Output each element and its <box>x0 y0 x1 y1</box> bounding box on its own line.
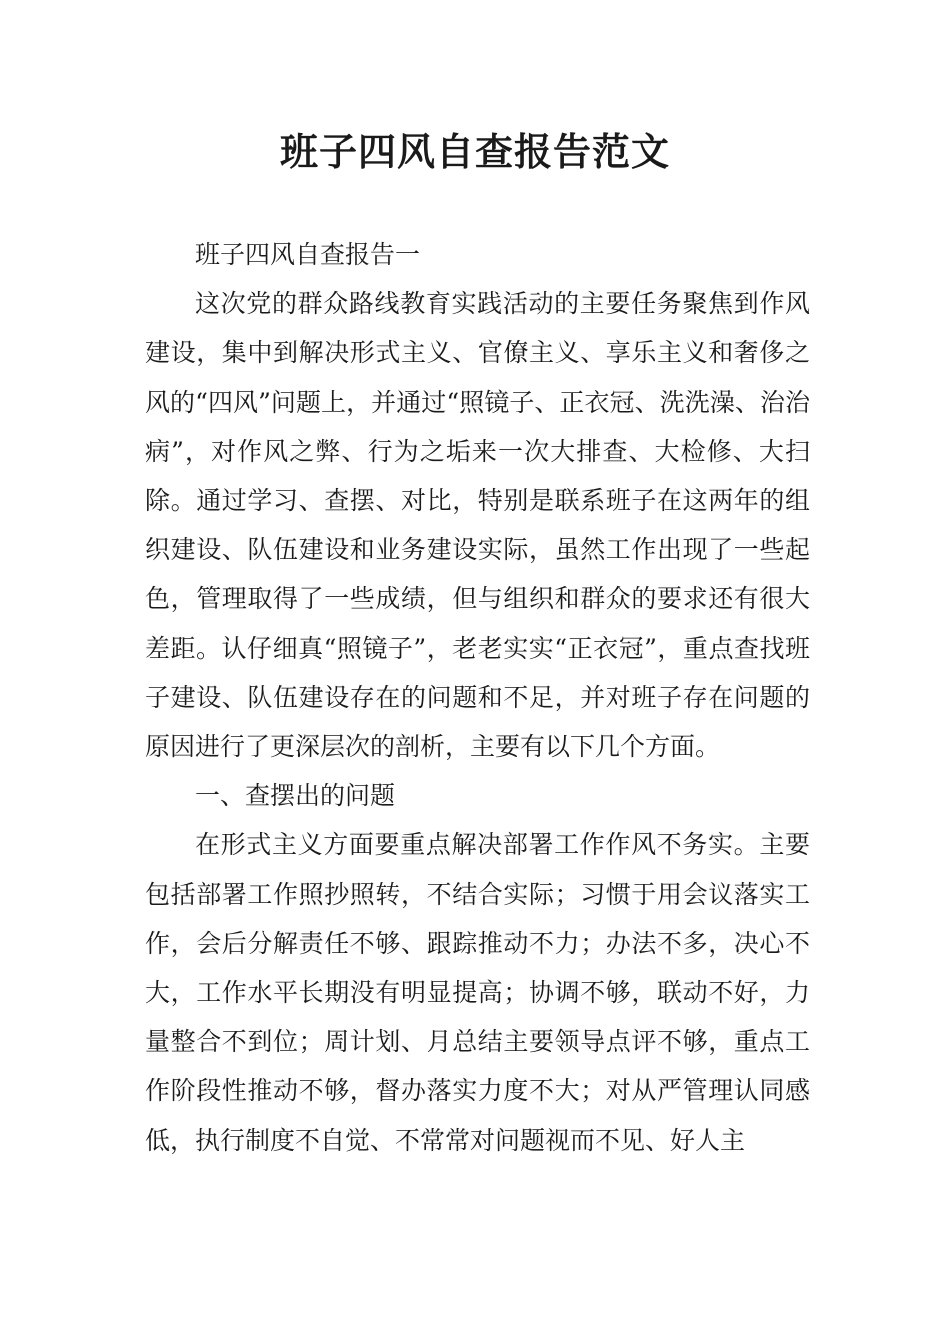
body-paragraph: 这次党的群众路线教育实践活动的主要任务聚焦到作风建设，集中到解决形式主义、官僚主义、享乐主义和奢侈之风的“四风”问题上，并通过“照镜子、正衣冠、洗洗澡、治治病”，对作风之弊、行为之垢来一次大排查、大检修、大扫除。通过学习、查摆、对比，特别是联系班子在这两年的组织建设、队伍建设和业务建设实际，虽然工作出现了一些起色，管理取得了一些成绩，但与组织和群众的要求还有很大差距。认仔细真“照镜子”，老老实实“正衣冠”，重点查找班子建设、队伍建设存在的问题和不足，并对班子存在问题的原因进行了更深层次的剖析，主要有以下几个方面。 <box>145 289 810 762</box>
document-body <box>145 230 810 1165</box>
section-heading: 班子四风自查报告一 <box>195 240 421 269</box>
section-heading: 一、查摆出的问题 <box>195 781 396 811</box>
body-paragraph: 在形式主义方面要重点解决部署工作作风不务实。主要包括部署工作照抄照转，不结合实际；习惯于用会议落实工作，会后分解责任不够、跟踪推动不力；办法不多，决心不大，工作水平长期没有明显提高；协调不够，联动不好，力量整合不到位；周计划、月总结主要领导点评不够，重点工作阶段性推动不够，督办落实力度不大；对从严管理认同感低，执行制度不自觉、不常常对问题视而不见、好人主 <box>145 830 810 1155</box>
document-title: 班子四风自查报告范文 <box>279 130 670 174</box>
